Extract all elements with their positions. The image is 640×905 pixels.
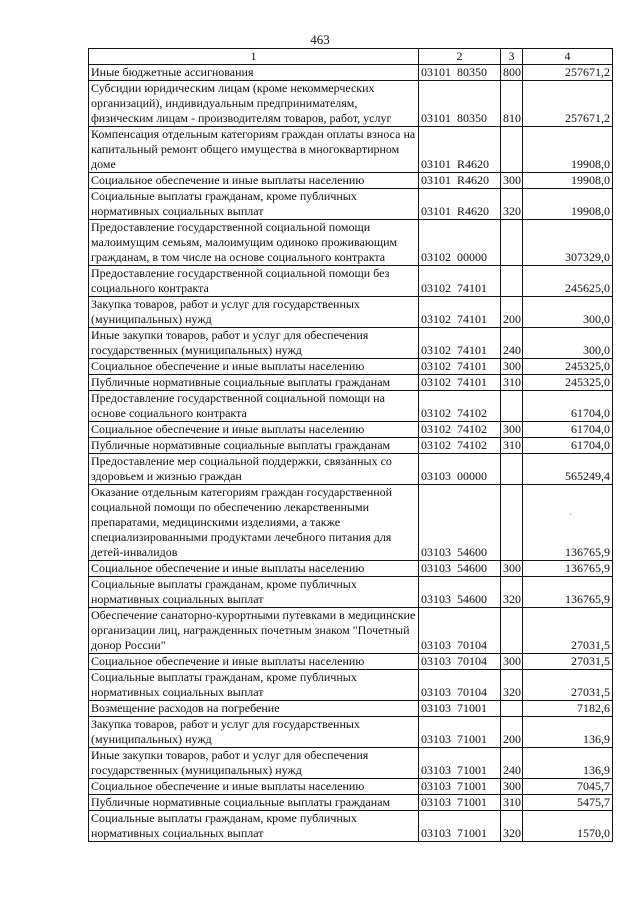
row-code-program: 03102 bbox=[421, 375, 451, 389]
row-code-direction: 70104 bbox=[457, 685, 487, 699]
row-sum: 19908,0 bbox=[523, 127, 613, 173]
row-name: Социальное обеспечение и иные выплаты населению bbox=[89, 561, 419, 577]
row-code bbox=[419, 391, 501, 422]
table-row bbox=[89, 391, 613, 422]
row-sum: 300,0 bbox=[523, 297, 613, 328]
row-expense-type: 310 bbox=[501, 438, 523, 454]
header-col-3: 3 bbox=[501, 49, 523, 65]
table-row bbox=[89, 811, 613, 842]
row-expense-type: 300 bbox=[501, 173, 523, 189]
row-code-program: 03103 bbox=[421, 638, 451, 652]
row-name: Социальное обеспечение и иные выплаты населению bbox=[89, 779, 419, 795]
row-code-direction: 74102 bbox=[457, 422, 487, 436]
table-row bbox=[89, 795, 613, 811]
row-expense-type bbox=[501, 454, 523, 485]
row-name: Социальное обеспечение и иные выплаты населению bbox=[89, 654, 419, 670]
row-name: Социальные выплаты гражданам, кроме публичных нормативных социальных выплат bbox=[89, 577, 419, 608]
row-name: Субсидии юридическим лицам (кроме некоммерческих организаций), индивидуальным предпринимателям, физическим лицам - производителям товаров, работ, услуг bbox=[89, 81, 419, 127]
row-code-direction: 71001 bbox=[457, 763, 487, 777]
row-expense-type: 320 bbox=[501, 189, 523, 220]
row-code-direction: 70104 bbox=[457, 638, 487, 652]
row-name: Иные закупки товаров, работ и услуг для обеспечения государственных (муниципальных) нужд bbox=[89, 748, 419, 779]
row-sum: 136,9 bbox=[523, 748, 613, 779]
row-sum: 7182,6 bbox=[523, 701, 613, 717]
row-name: Обеспечение санаторно-курортными путевками в медицинские организации лиц, награжденных почетным знаком "Почетный донор России" bbox=[89, 608, 419, 654]
row-code bbox=[419, 438, 501, 454]
row-code bbox=[419, 717, 501, 748]
row-code-direction: 74102 bbox=[457, 438, 487, 452]
row-code bbox=[419, 795, 501, 811]
row-code bbox=[419, 485, 501, 561]
row-code bbox=[419, 266, 501, 297]
table-row bbox=[89, 266, 613, 297]
row-sum: 27031,5 bbox=[523, 608, 613, 654]
row-code bbox=[419, 561, 501, 577]
row-code-direction: 71001 bbox=[457, 779, 487, 793]
row-code bbox=[419, 701, 501, 717]
row-expense-type bbox=[501, 701, 523, 717]
row-code bbox=[419, 375, 501, 391]
row-expense-type: 200 bbox=[501, 717, 523, 748]
row-code-program: 03103 bbox=[421, 561, 451, 575]
row-code bbox=[419, 670, 501, 701]
header-col-4: 4 bbox=[523, 49, 613, 65]
table-row bbox=[89, 65, 613, 81]
row-code-program: 03101 bbox=[421, 111, 451, 125]
table-row bbox=[89, 654, 613, 670]
table-row bbox=[89, 127, 613, 173]
row-sum: 61704,0 bbox=[523, 422, 613, 438]
row-sum: 5475,7 bbox=[523, 795, 613, 811]
row-sum: 245625,0 bbox=[523, 266, 613, 297]
row-name: Предоставление государственной социальной помощи на основе социального контракта bbox=[89, 391, 419, 422]
row-code-program: 03103 bbox=[421, 685, 451, 699]
row-expense-type bbox=[501, 127, 523, 173]
row-sum: 61704,0 bbox=[523, 438, 613, 454]
row-name: Предоставление государственной социальной помощи малоимущим семьям, малоимущим одиноко проживающим гражданам, в том числе на основе социального контракта bbox=[89, 220, 419, 266]
row-code bbox=[419, 65, 501, 81]
row-code-direction: R4620 bbox=[457, 157, 490, 171]
row-code-direction: 00000 bbox=[457, 469, 487, 483]
row-code-direction: 74101 bbox=[457, 359, 487, 373]
table-row bbox=[89, 422, 613, 438]
table-row bbox=[89, 220, 613, 266]
row-code-direction: 71001 bbox=[457, 732, 487, 746]
row-code-program: 03103 bbox=[421, 654, 451, 668]
row-code-program: 03101 bbox=[421, 157, 451, 171]
row-name: Закупка товаров, работ и услуг для государственных (муниципальных) нужд bbox=[89, 717, 419, 748]
table-row bbox=[89, 670, 613, 701]
row-code-program: 03102 bbox=[421, 343, 451, 357]
table-row bbox=[89, 748, 613, 779]
row-name: Социальное обеспечение и иные выплаты населению bbox=[89, 173, 419, 189]
row-name: Публичные нормативные социальные выплаты гражданам bbox=[89, 438, 419, 454]
row-code-direction: R4620 bbox=[457, 173, 490, 187]
row-sum: 136765,9 bbox=[523, 577, 613, 608]
row-name: Предоставление государственной социальной помощи без социального контракта bbox=[89, 266, 419, 297]
table-row bbox=[89, 608, 613, 654]
row-name: Закупка товаров, работ и услуг для государственных (муниципальных) нужд bbox=[89, 297, 419, 328]
header-col-2: 2 bbox=[419, 49, 501, 65]
row-sum: 27031,5 bbox=[523, 654, 613, 670]
row-name: Социальные выплаты гражданам, кроме публичных нормативных социальных выплат bbox=[89, 670, 419, 701]
table-row bbox=[89, 561, 613, 577]
row-code bbox=[419, 359, 501, 375]
row-code-direction: 74101 bbox=[457, 343, 487, 357]
page-number: 463 bbox=[310, 32, 330, 47]
row-code-program: 03101 bbox=[421, 65, 451, 79]
row-code-direction: 71001 bbox=[457, 826, 487, 840]
table-row bbox=[89, 577, 613, 608]
row-name: Публичные нормативные социальные выплаты гражданам bbox=[89, 375, 419, 391]
row-sum: 300,0 bbox=[523, 328, 613, 359]
row-expense-type: 320 bbox=[501, 811, 523, 842]
row-expense-type: 320 bbox=[501, 670, 523, 701]
table-row bbox=[89, 297, 613, 328]
table-row bbox=[89, 189, 613, 220]
row-code bbox=[419, 748, 501, 779]
row-code-direction: 74101 bbox=[457, 312, 487, 326]
row-expense-type: 240 bbox=[501, 328, 523, 359]
row-sum: 565249,4 bbox=[523, 454, 613, 485]
table-row bbox=[89, 485, 613, 561]
table-row bbox=[89, 328, 613, 359]
row-sum: 1570,0 bbox=[523, 811, 613, 842]
row-name: Предоставление мер социальной поддержки, связанных со здоровьем и жизнью граждан bbox=[89, 454, 419, 485]
row-code bbox=[419, 328, 501, 359]
header-col-1: 1 bbox=[89, 49, 419, 65]
row-code-direction: 00000 bbox=[457, 250, 487, 264]
row-sum: 136765,9 bbox=[523, 485, 613, 561]
row-code-program: 03102 bbox=[421, 359, 451, 373]
row-expense-type: 800 bbox=[501, 65, 523, 81]
row-sum: 19908,0 bbox=[523, 173, 613, 189]
budget-table bbox=[88, 48, 613, 842]
row-code-program: 03103 bbox=[421, 779, 451, 793]
table-row bbox=[89, 359, 613, 375]
row-code-program: 03101 bbox=[421, 173, 451, 187]
row-expense-type bbox=[501, 485, 523, 561]
row-sum: 27031,5 bbox=[523, 670, 613, 701]
row-expense-type: 310 bbox=[501, 795, 523, 811]
row-sum: 257671,2 bbox=[523, 65, 613, 81]
row-expense-type bbox=[501, 608, 523, 654]
row-code-direction: 54600 bbox=[457, 545, 487, 559]
row-sum: 19908,0 bbox=[523, 189, 613, 220]
row-code-program: 03103 bbox=[421, 826, 451, 840]
row-code bbox=[419, 608, 501, 654]
row-sum: 307329,0 bbox=[523, 220, 613, 266]
row-expense-type: 810 bbox=[501, 81, 523, 127]
row-code-direction: 74102 bbox=[457, 406, 487, 420]
row-code-direction: 74101 bbox=[457, 281, 487, 295]
row-expense-type: 200 bbox=[501, 297, 523, 328]
row-code bbox=[419, 454, 501, 485]
table-row bbox=[89, 81, 613, 127]
row-code-program: 03102 bbox=[421, 281, 451, 295]
table-row bbox=[89, 438, 613, 454]
table-row bbox=[89, 717, 613, 748]
row-code bbox=[419, 297, 501, 328]
table-row bbox=[89, 173, 613, 189]
row-expense-type: 300 bbox=[501, 561, 523, 577]
row-code-direction: 54600 bbox=[457, 561, 487, 575]
row-sum: 257671,2 bbox=[523, 81, 613, 127]
row-name: Социальное обеспечение и иные выплаты населению bbox=[89, 422, 419, 438]
row-expense-type: 320 bbox=[501, 577, 523, 608]
row-sum: 245325,0 bbox=[523, 375, 613, 391]
row-code-program: 03103 bbox=[421, 732, 451, 746]
row-name: Социальные выплаты гражданам, кроме публичных нормативных социальных выплат bbox=[89, 811, 419, 842]
row-expense-type: 300 bbox=[501, 779, 523, 795]
row-code-program: 03102 bbox=[421, 406, 451, 420]
table-row bbox=[89, 779, 613, 795]
row-code bbox=[419, 127, 501, 173]
row-code bbox=[419, 577, 501, 608]
row-expense-type: 300 bbox=[501, 654, 523, 670]
row-name: Публичные нормативные социальные выплаты гражданам bbox=[89, 795, 419, 811]
row-code-program: 03102 bbox=[421, 438, 451, 452]
row-code bbox=[419, 422, 501, 438]
row-code-program: 03103 bbox=[421, 592, 451, 606]
row-sum: 61704,0 bbox=[523, 391, 613, 422]
row-code-program: 03103 bbox=[421, 701, 451, 715]
budget-table-body bbox=[89, 49, 613, 842]
row-code bbox=[419, 779, 501, 795]
table-row bbox=[89, 701, 613, 717]
row-expense-type bbox=[501, 391, 523, 422]
row-name: Возмещение расходов на погребение bbox=[89, 701, 419, 717]
row-sum: 7045,7 bbox=[523, 779, 613, 795]
row-code-program: 03102 bbox=[421, 312, 451, 326]
row-sum: 136,9 bbox=[523, 717, 613, 748]
row-expense-type: 310 bbox=[501, 375, 523, 391]
row-name: Социальное обеспечение и иные выплаты населению bbox=[89, 359, 419, 375]
row-expense-type: 240 bbox=[501, 748, 523, 779]
row-code-direction: 74101 bbox=[457, 375, 487, 389]
row-code-program: 03103 bbox=[421, 763, 451, 777]
row-code bbox=[419, 654, 501, 670]
row-code bbox=[419, 220, 501, 266]
row-code-direction: 80350 bbox=[457, 65, 487, 79]
row-code-program: 03101 bbox=[421, 204, 451, 218]
row-code bbox=[419, 173, 501, 189]
row-code bbox=[419, 189, 501, 220]
row-name: Иные закупки товаров, работ и услуг для обеспечения государственных (муниципальных) нужд bbox=[89, 328, 419, 359]
row-code-direction: R4620 bbox=[457, 204, 490, 218]
row-code-direction: 54600 bbox=[457, 592, 487, 606]
row-code-direction: 70104 bbox=[457, 654, 487, 668]
row-code-program: 03103 bbox=[421, 469, 451, 483]
row-expense-type bbox=[501, 220, 523, 266]
row-name: Оказание отдельным категориям граждан государственной социальной помощи по обеспечению лекарственными препаратами, медицинскими изделиями, а также специализированными продуктами лечебного питания для детей-инвалидов bbox=[89, 485, 419, 561]
table-row bbox=[89, 454, 613, 485]
row-code-program: 03103 bbox=[421, 795, 451, 809]
table-header-row bbox=[89, 49, 613, 65]
row-code-program: 03102 bbox=[421, 422, 451, 436]
row-code bbox=[419, 81, 501, 127]
table-row bbox=[89, 375, 613, 391]
row-code-program: 03103 bbox=[421, 545, 451, 559]
row-expense-type: 300 bbox=[501, 359, 523, 375]
row-code-direction: 71001 bbox=[457, 701, 487, 715]
row-code-program: 03102 bbox=[421, 250, 451, 264]
row-name: Социальные выплаты гражданам, кроме публичных нормативных социальных выплат bbox=[89, 189, 419, 220]
row-code bbox=[419, 811, 501, 842]
row-sum: 245325,0 bbox=[523, 359, 613, 375]
row-expense-type: 300 bbox=[501, 422, 523, 438]
row-sum: 136765,9 bbox=[523, 561, 613, 577]
row-code-direction: 80350 bbox=[457, 111, 487, 125]
row-expense-type bbox=[501, 266, 523, 297]
row-code-direction: 71001 bbox=[457, 795, 487, 809]
row-name: Иные бюджетные ассигнования bbox=[89, 65, 419, 81]
row-name: Компенсация отдельным категориям граждан оплаты взноса на капитальный ремонт общего имущества в многоквартирном доме bbox=[89, 127, 419, 173]
scan-speck: · bbox=[569, 510, 573, 521]
